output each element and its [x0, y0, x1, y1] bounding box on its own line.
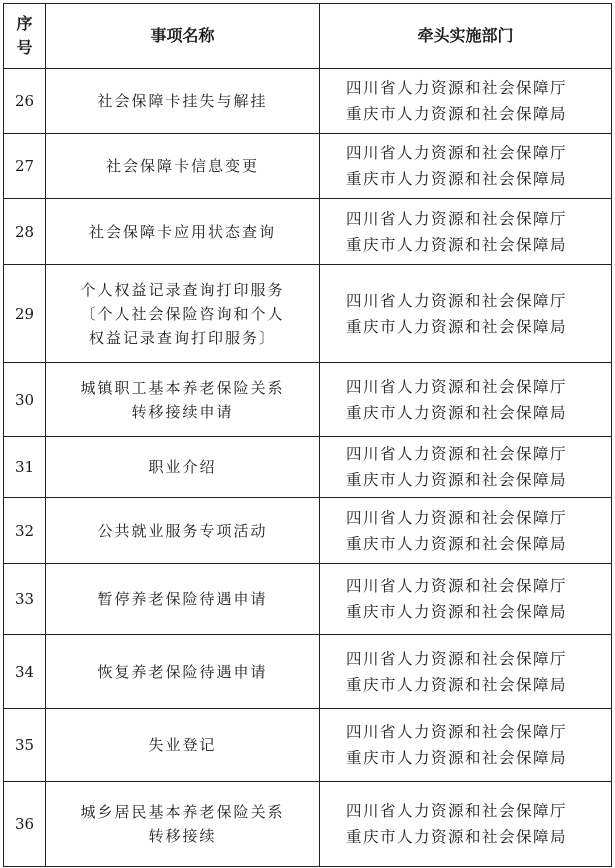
department-line: 重庆市人力资源和社会保障局	[346, 403, 568, 422]
table-row	[4, 782, 612, 867]
row-item-name	[46, 564, 320, 635]
item-name-line: 暂停养老保险待遇申请	[97, 590, 268, 608]
item-name-line: 社会保障卡应用状态查询	[88, 222, 276, 241]
row-item-name	[46, 199, 320, 265]
department-line: 四川省人力资源和社会保障厅	[346, 291, 568, 310]
department-line: 重庆市人力资源和社会保障局	[346, 534, 568, 553]
item-name-line: 职业介绍	[148, 458, 217, 476]
item-name-line: 城乡居民基本养老保险关系	[80, 803, 285, 821]
department-line: 重庆市人力资源和社会保障局	[346, 749, 568, 767]
row-item-name	[46, 635, 320, 709]
row-department	[320, 437, 612, 498]
header-number-line1: 序	[16, 14, 33, 33]
department-line: 四川省人力资源和社会保障厅	[346, 723, 568, 741]
table-row	[4, 564, 612, 635]
row-item-name	[46, 363, 320, 437]
row-department	[320, 635, 612, 709]
department-line: 四川省人力资源和社会保障厅	[346, 649, 568, 668]
row-number: 36	[4, 782, 46, 867]
row-department	[320, 199, 612, 265]
table-row	[4, 199, 612, 265]
row-department	[320, 709, 612, 782]
department-line: 四川省人力资源和社会保障厅	[346, 209, 568, 228]
row-department	[320, 134, 612, 199]
table-body	[4, 69, 612, 867]
row-department	[320, 363, 612, 437]
department-line: 重庆市人力资源和社会保障局	[346, 235, 568, 254]
row-item-name	[46, 782, 320, 867]
header-number	[4, 4, 46, 69]
header-department: 牵头实施部门	[320, 4, 612, 69]
row-department	[320, 564, 612, 635]
service-items-table	[3, 3, 612, 867]
item-name-line: 恢复养老保险待遇申请	[97, 662, 268, 681]
item-name-line: 个人权益记录查询打印服务	[80, 280, 285, 299]
department-line: 重庆市人力资源和社会保障局	[346, 828, 568, 846]
department-line: 四川省人力资源和社会保障厅	[346, 802, 568, 820]
header-number-line2: 号	[16, 38, 33, 57]
department-line: 四川省人力资源和社会保障厅	[346, 577, 568, 595]
table-row	[4, 265, 612, 363]
table-row	[4, 134, 612, 199]
item-name-line: 城镇职工基本养老保险关系	[80, 378, 285, 397]
header-item-name: 事项名称	[46, 4, 320, 69]
department-line: 重庆市人力资源和社会保障局	[346, 105, 568, 123]
row-number: 30	[4, 363, 46, 437]
row-department	[320, 265, 612, 363]
item-name-line: 失业登记	[148, 736, 217, 754]
department-line: 四川省人力资源和社会保障厅	[346, 377, 568, 396]
row-item-name	[46, 134, 320, 199]
row-number: 32	[4, 498, 46, 564]
department-line: 重庆市人力资源和社会保障局	[346, 603, 568, 621]
row-department	[320, 69, 612, 134]
item-name-line: 〔个人社会保险咨询和个人	[80, 304, 285, 323]
row-number: 34	[4, 635, 46, 709]
table-row	[4, 363, 612, 437]
row-number: 29	[4, 265, 46, 363]
row-item-name	[46, 69, 320, 134]
table-header-row	[4, 4, 612, 69]
table-row	[4, 709, 612, 782]
department-line: 重庆市人力资源和社会保障局	[346, 170, 568, 188]
row-department	[320, 782, 612, 867]
item-name-line: 转移接续	[148, 827, 217, 845]
table-row	[4, 635, 612, 709]
department-line: 重庆市人力资源和社会保障局	[346, 471, 568, 489]
item-name-line: 转移接续申请	[131, 402, 234, 421]
row-department	[320, 498, 612, 564]
row-number: 27	[4, 134, 46, 199]
row-number: 28	[4, 199, 46, 265]
row-item-name	[46, 437, 320, 498]
table-row	[4, 498, 612, 564]
row-number: 26	[4, 69, 46, 134]
department-line: 四川省人力资源和社会保障厅	[346, 508, 568, 527]
item-name-line: 权益记录查询打印服务〕	[88, 328, 276, 347]
row-number: 31	[4, 437, 46, 498]
table-row	[4, 69, 612, 134]
department-line: 四川省人力资源和社会保障厅	[346, 144, 568, 162]
item-name-line: 社会保障卡挂失与解挂	[97, 92, 268, 110]
row-item-name	[46, 265, 320, 363]
item-name-line: 社会保障卡信息变更	[105, 157, 259, 175]
row-item-name	[46, 498, 320, 564]
item-name-line: 公共就业服务专项活动	[97, 521, 268, 540]
department-line: 重庆市人力资源和社会保障局	[346, 675, 568, 694]
table-row	[4, 437, 612, 498]
department-line: 四川省人力资源和社会保障厅	[346, 79, 568, 97]
row-number: 33	[4, 564, 46, 635]
department-line: 四川省人力资源和社会保障厅	[346, 445, 568, 463]
row-number: 35	[4, 709, 46, 782]
row-item-name	[46, 709, 320, 782]
department-line: 重庆市人力资源和社会保障局	[346, 317, 568, 336]
